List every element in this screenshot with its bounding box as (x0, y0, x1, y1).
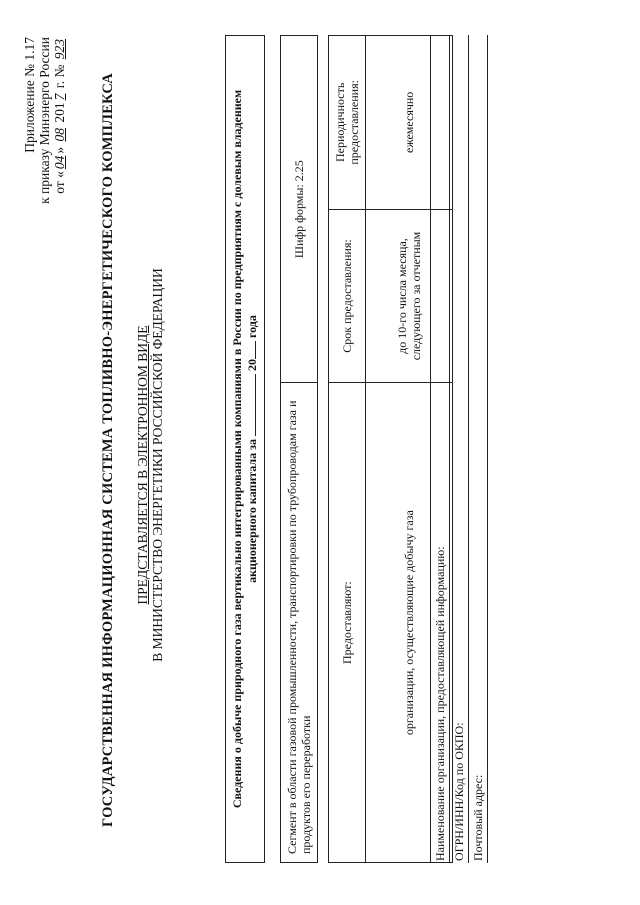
org-name-field: Наименование организации, предоставляющей информацию: (431, 35, 450, 863)
period-blank (245, 374, 256, 436)
order-day: 04 (52, 155, 67, 170)
form-code: Шифр формы: 2.25 (281, 36, 318, 383)
submission-line-1: ПРЕДСТАВЛЯЕТСЯ В ЭЛЕКТРОННОМ ВИДЕ (135, 325, 150, 605)
order-year-digit: 7 (52, 93, 67, 101)
appendix-order: к приказу Минэнерго России (37, 37, 52, 204)
submitters-header: Предоставляют: (329, 383, 366, 863)
form-title-box (225, 35, 265, 863)
year-blank (245, 341, 256, 359)
organization-info (430, 35, 488, 863)
org-ids-field: ОГРН/ИНН/Код по ОКПО: (450, 35, 469, 863)
order-month: 08 (52, 128, 67, 142)
deadline-header: Срок предоставления: (329, 209, 366, 383)
page-title: ГОСУДАРСТВЕННАЯ ИНФОРМАЦИОННАЯ СИСТЕМА ТОПЛИВНО-ЭНЕРГЕТИЧЕСКОГО КОМПЛЕКСА (100, 73, 116, 827)
period-header: Периодичность предоставления: (329, 36, 366, 210)
submission-line-2: В МИНИСТЕРСТВО ЭНЕРГЕТИКИ РОССИЙСКОЙ ФЕДЕРАЦИИ (150, 268, 165, 662)
segment-box (280, 35, 318, 863)
table-header-row (329, 36, 366, 863)
submitters-value: организации, осуществляющие добычу газа (366, 383, 453, 863)
submission-note (135, 265, 165, 665)
postal-address-field: Почтовый адрес: (469, 35, 488, 863)
deadline-value: до 10-го числа месяца, следующего за отчетным (366, 209, 453, 383)
period-value: ежемесячно (366, 36, 453, 210)
form-title-cell (226, 36, 265, 863)
segment-text: Сегмент в области газовой промышленности, транспортировки по трубопроводам газа и продуктов его переработки (281, 383, 318, 863)
appendix-number: Приложение № 1.17 (22, 37, 37, 153)
appendix-date-line: от «04» 08 2017 г. № 923 (52, 39, 67, 194)
form-title-line-2: акционерного капитала за 20 года (245, 315, 259, 583)
form-title-line-1: Сведения о добыче природного газа вертикально интегрированными компаниями в России по предприятиям с долевым владением (230, 89, 244, 809)
order-number: 923 (52, 39, 67, 60)
appendix-block (22, 37, 67, 287)
